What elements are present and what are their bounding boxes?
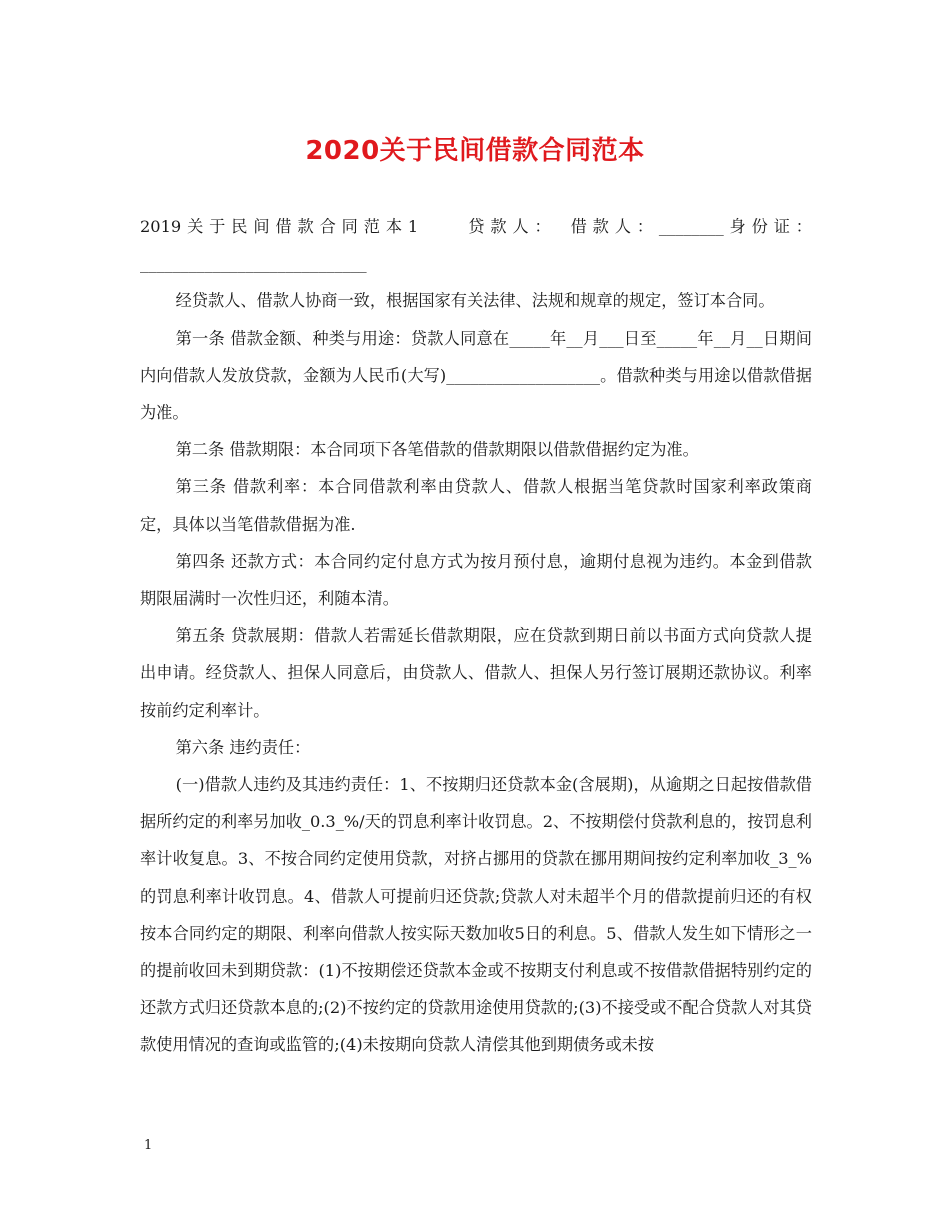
paragraph-article-6: 第六条 违约责任： [175, 737, 311, 757]
document-title: 2020关于民间借款合同范本 [305, 136, 645, 166]
paragraph-article-1: 第一条 借款金额、种类与用途：贷款人同意在_____年__月___日至_____年__月__日期间内向借款人发放贷款，金额为人民币(大写)___________________。借款种类与用途以借款借据为准。 [140, 328, 812, 423]
page-number: 1 [144, 1138, 153, 1153]
paragraph-article-2: 第二条 借款期限：本合同项下各笔借款的借款期限以借款借据约定为准。 [175, 440, 699, 460]
paragraph-article-3: 第三条 借款利率：本合同借款利率由贷款人、借款人根据当笔贷款时国家利率政策商定，具体以当笔借款借据为准. [140, 477, 812, 534]
paragraph-article-6-clause-1: (一)借款人违约及其违约责任：1、不按期归还贷款本金(含展期)，从逾期之日起按借款借据所约定的利率另加收_0.3_%/天的罚息利率计收罚息。2、不按期偿付贷款利息的，按罚息利率计收复息。3、不按合同约定使用贷款，对挤占挪用的贷款在挪用期间按约定利率加收_3_%的罚息利率计收罚息。4、借款人可提前归还贷款;贷款人对未超半个月的借款提前归还的有权按本合同约定的期限、利率向借款人按实际天数加收5日的利息。5、借款人发生如下情形之一的提前收回未到期贷款：(1)不按期偿还贷款本金或不按期支付利息或不按借款借据特别约定的还款方式归还贷款本息的;(2)不按约定的贷款用途使用贷款的;(3)不接受或不配合贷款人对其贷款使用情况的查询或监管的;(4)未按期向贷款人清偿其他到期债务或未按 [140, 775, 812, 1055]
intro-line: 2019关于民间借款合同范本1 贷款人： 借款人：________身份证：____________________________ [140, 217, 812, 274]
paragraph-preamble: 经贷款人、借款人协商一致，根据国家有关法律、法规和规章的规定，签订本合同。 [175, 291, 775, 311]
paragraph-article-4: 第四条 还款方式：本合同约定付息方式为按月预付息，逾期付息视为违约。本金到借款期限届满时一次性归还，利随本清。 [140, 551, 812, 609]
document-body [140, 208, 812, 1064]
paragraph-article-5: 第五条 贷款展期：借款人若需延长借款期限，应在贷款到期日前以书面方式向贷款人提出申请。经贷款人、担保人同意后，由贷款人、借款人、担保人另行签订展期还款协议。利率按前约定利率计。 [140, 626, 812, 720]
